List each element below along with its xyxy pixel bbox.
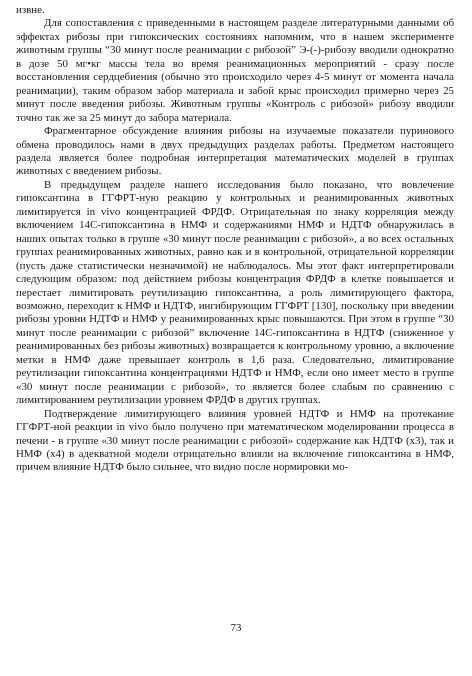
paragraph-continuation: извне. bbox=[16, 4, 45, 16]
paragraph-fragmentary-discussion: Фрагментарное обсуждение влияния рибозы на изучаемые показатели пуринового обмена проводилось нами в двух предыдущих разделах работы. Предметом настоящего раздела является более подробная интерпретация математических моделей в группах животных с введением рибозы. bbox=[16, 125, 454, 178]
paragraph-previous-section: В предыдущем разделе нашего исследования было показано, что вовлечение гипоксантина в ГГФРТ-ную реакцию у контрольных и реанимированных животных лимитируется in vivo концентрацией ФРДФ. Отрицательная по знаку корреляция между включением 14С-гипоксантина в НМФ и содержаниями НМФ и НДТФ обнаружилась в наших опытах только в группе «30 минут после реанимации с рибозой», а во всех остальных группах реанимированных животных, равно как и в контрольной, отрицательной корреляции (пусть даже статистически незначимой) не наблюдалось. Мы этот факт интерпретировали следующим образом: под действием рибозы концентрация ФРДФ в клетке повышается и перестает лимитировать реутилизацию гипоксантина, а роль лимитирующего фактора, возможно, переходит к НМФ и НДТФ, ингибирующим ГГФРТ [130], поскольку при введении рибозы уровни НДТФ и НМФ у реанимированных крыс повышаются. При этом в группе “30 минут после реанимации с рибозой” включение 14С-гипоксантина в НДТФ (сниженное у реанимированных без рибозы животных) возвращается к контрольному уровню, а включение метки в НМФ даже превышает контроль в 1,6 раза. Следовательно, лимитирование реутилизации гипоксантина концентрациями НДТФ и НМФ, если оно имеет место в группе «30 минут после реанимации с рибозой», то является более слабым по сравнению с лимитированием реутилизации уровнем ФРДФ в других группах. bbox=[16, 178, 454, 407]
paragraph-confirmation: Подтверждение лимитирующего влияния уровней НДТФ и НМФ на протекание ГГФРТ-ной реакции in vivo было получено при математическом моделировании процесса в печени - в группе «30 минут после реанимации с рибозой» содержание как НДТФ (x3), так и НМФ (x4) в адекватной модели отрицательно влияли на включение гипоксантина в НМФ, причем влияние НДТФ было сильнее, что видно после нормировки мо- bbox=[16, 407, 454, 474]
page-number: 73 bbox=[230, 622, 242, 634]
paragraph-ribose-dosing: Для сопоставления с приведенными в настоящем разделе литературными данными об эффектах рибозы при гипоксических состояниях напомним, что в нашем эксперименте животным группы “30 минут после реанимации с рибозой” Э-(-)-рибозу вводили однократно в дозе 50 мг•кг массы тела во время реанимационных мероприятий - сразу после восстановления сердцебиения (обычно это происходило через 4-5 минут от момента начала реанимации), таким образом забор материала и забой крыс происходил примерно через 25 минут после введения рибозы. Животным группы «Контроль с рибозой» рибозу вводили точно так же за 25 минут до забора материала. bbox=[16, 17, 454, 124]
